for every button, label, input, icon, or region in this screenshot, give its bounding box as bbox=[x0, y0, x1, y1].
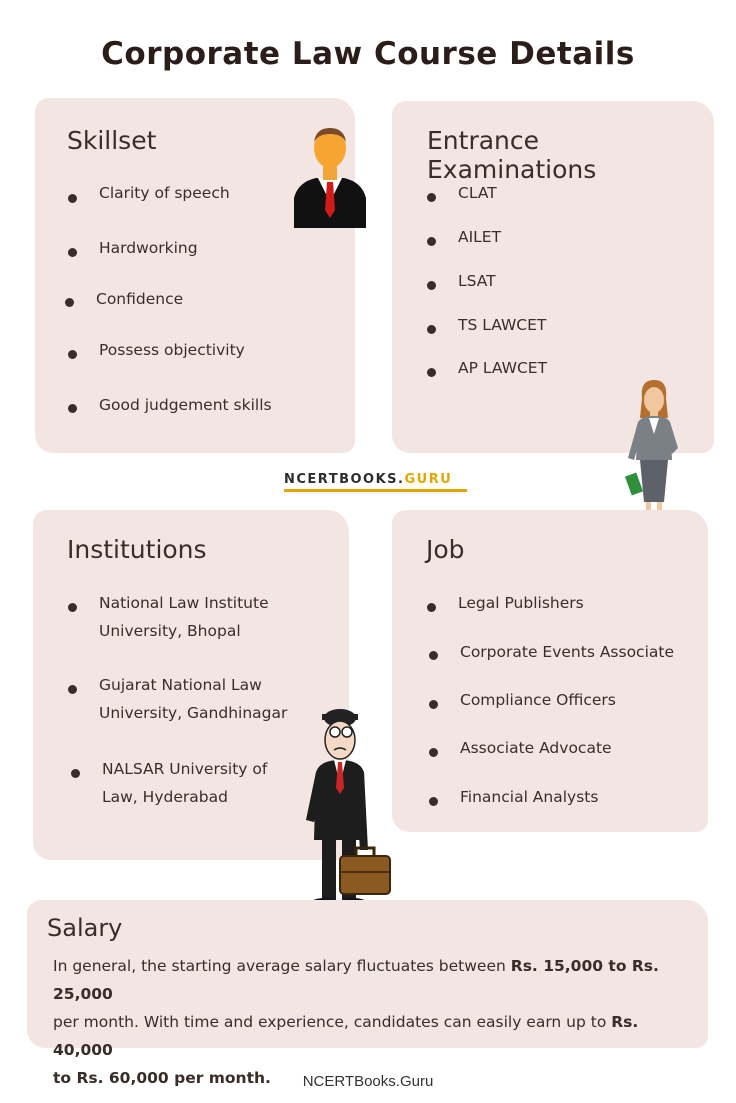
bullet-icon bbox=[68, 350, 77, 359]
bullet-icon bbox=[427, 603, 436, 612]
salary-range-high: Rs. 40,000 bbox=[53, 1013, 639, 1059]
bullet-icon bbox=[427, 193, 436, 202]
bullet-icon bbox=[68, 685, 77, 694]
entrance-item: CLAT bbox=[458, 184, 497, 202]
salary-description bbox=[53, 952, 703, 1092]
job-heading: Job bbox=[426, 535, 465, 564]
job-item: Associate Advocate bbox=[460, 739, 612, 757]
businessman-avatar-icon bbox=[292, 126, 368, 228]
watermark-logo bbox=[284, 472, 452, 487]
lawyer-briefcase-illustration-icon bbox=[298, 700, 394, 914]
skillset-item: Good judgement skills bbox=[99, 396, 272, 414]
salary-text-part: per month. With time and experience, candidates can easily earn up to bbox=[53, 1013, 612, 1031]
bullet-icon bbox=[427, 325, 436, 334]
bullet-icon bbox=[68, 603, 77, 612]
bullet-icon bbox=[427, 237, 436, 246]
bullet-icon bbox=[429, 748, 438, 757]
page-title: Corporate Law Course Details bbox=[101, 36, 635, 72]
bullet-icon bbox=[71, 769, 80, 778]
institutions-heading: Institutions bbox=[67, 535, 207, 564]
salary-text-part: In general, the starting average salary fluctuates between bbox=[53, 957, 511, 975]
entrance-item: AP LAWCET bbox=[458, 359, 548, 377]
skillset-item: Hardworking bbox=[99, 239, 198, 257]
job-item: Corporate Events Associate bbox=[460, 643, 674, 661]
bullet-icon bbox=[429, 797, 438, 806]
skillset-heading: Skillset bbox=[67, 126, 157, 155]
bullet-icon bbox=[429, 700, 438, 709]
bullet-icon bbox=[68, 194, 77, 203]
entrance-item: AILET bbox=[458, 228, 502, 246]
institution-line: University, Bhopal bbox=[99, 622, 241, 640]
skillset-item: Clarity of speech bbox=[99, 184, 230, 202]
entrance-exams-heading: Entrance Examinations bbox=[427, 126, 597, 184]
entrance-item: TS LAWCET bbox=[458, 316, 547, 334]
watermark-accent: GURU bbox=[404, 472, 453, 487]
job-item: Financial Analysts bbox=[460, 788, 599, 806]
watermark-main: NCERTBOOKS. bbox=[284, 472, 405, 487]
salary-range-high-end: to Rs. 60,000 per month. bbox=[53, 1069, 271, 1087]
institution-line: University, Gandhinagar bbox=[99, 704, 288, 722]
salary-heading: Salary bbox=[47, 914, 123, 942]
skillset-item: Confidence bbox=[96, 290, 184, 308]
institution-line: NALSAR University of bbox=[102, 760, 268, 778]
entrance-item: LSAT bbox=[458, 272, 496, 290]
bullet-icon bbox=[65, 298, 74, 307]
skillset-item: Possess objectivity bbox=[99, 341, 245, 359]
bullet-icon bbox=[68, 404, 77, 413]
salary-range-start: Rs. 15,000 to Rs. 25,000 bbox=[53, 957, 659, 1003]
watermark-underline bbox=[284, 489, 467, 492]
job-item: Compliance Officers bbox=[460, 691, 616, 709]
bullet-icon bbox=[427, 281, 436, 290]
institution-line: Law, Hyderabad bbox=[102, 788, 228, 806]
job-card bbox=[392, 510, 708, 832]
bullet-icon bbox=[429, 651, 438, 660]
bullet-icon bbox=[427, 368, 436, 377]
footer-site-name: NCERTBooks.Guru bbox=[302, 1073, 434, 1090]
institution-line: Gujarat National Law bbox=[99, 676, 262, 694]
job-item: Legal Publishers bbox=[458, 594, 584, 612]
institution-line: National Law Institute bbox=[99, 594, 269, 612]
bullet-icon bbox=[68, 248, 77, 257]
